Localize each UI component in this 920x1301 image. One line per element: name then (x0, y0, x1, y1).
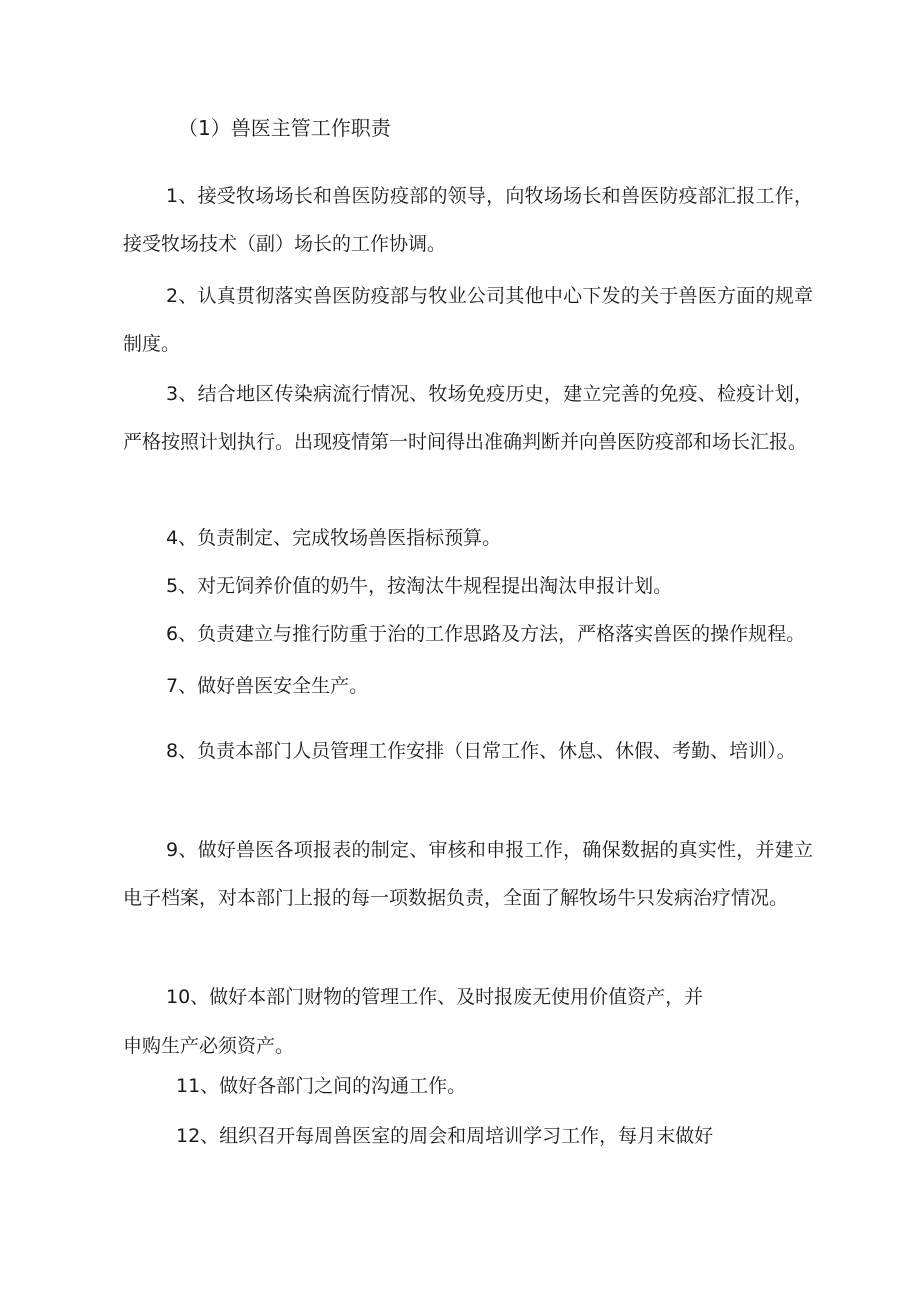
duty-item-12: 12、组织召开每周兽医室的周会和周培训学习工作，每月末做好 (176, 1125, 714, 1147)
duty-item-7: 7、做好兽医安全生产。 (166, 675, 369, 697)
section-heading: （1）兽医主管工作职责 (178, 116, 391, 140)
duty-item-9: 9、做好兽医各项报表的制定、审核和申报工作，确保数据的真实性，并建立电子档案，对本部门上报的每一项数据负责，全面了解牧场牛只发病治疗情况。 (123, 839, 813, 909)
duty-item-6: 6、负责建立与推行防重于治的工作思路及方法，严格落实兽医的操作规程。 (166, 623, 806, 645)
duty-item-5: 5、对无饲养价值的奶牛，按淘汰牛规程提出淘汰申报计划。 (166, 575, 673, 597)
duty-item-10-line-2: 申购生产必须资产。 (123, 1035, 295, 1057)
duty-item-10-line-1: 10、做好本部门财物的管理工作、及时报废无使用价值资产，并 (166, 986, 704, 1008)
duty-item-11: 11、做好各部门之间的沟通工作。 (176, 1075, 467, 1097)
duty-item-4: 4、负责制定、完成牧场兽医指标预算。 (166, 527, 502, 549)
duty-item-2: 2、认真贯彻落实兽医防疫部与牧业公司其他中心下发的关于兽医方面的规章制度。 (123, 285, 813, 355)
duty-item-8: 8、负责本部门人员管理工作安排（日常工作、休息、休假、考勤、培训）。 (166, 740, 796, 762)
duty-item-1: 1、接受牧场场长和兽医防疫部的领导，向牧场场长和兽医防疫部汇报工作，接受牧场技术（副）场长的工作协调。 (123, 185, 813, 255)
duty-item-3: 3、结合地区传染病流行情况、牧场免疫历史，建立完善的免疫、检疫计划，严格按照计划执行。出现疫情第一时间得出准确判断并向兽医防疫部和场长汇报。 (123, 383, 813, 453)
